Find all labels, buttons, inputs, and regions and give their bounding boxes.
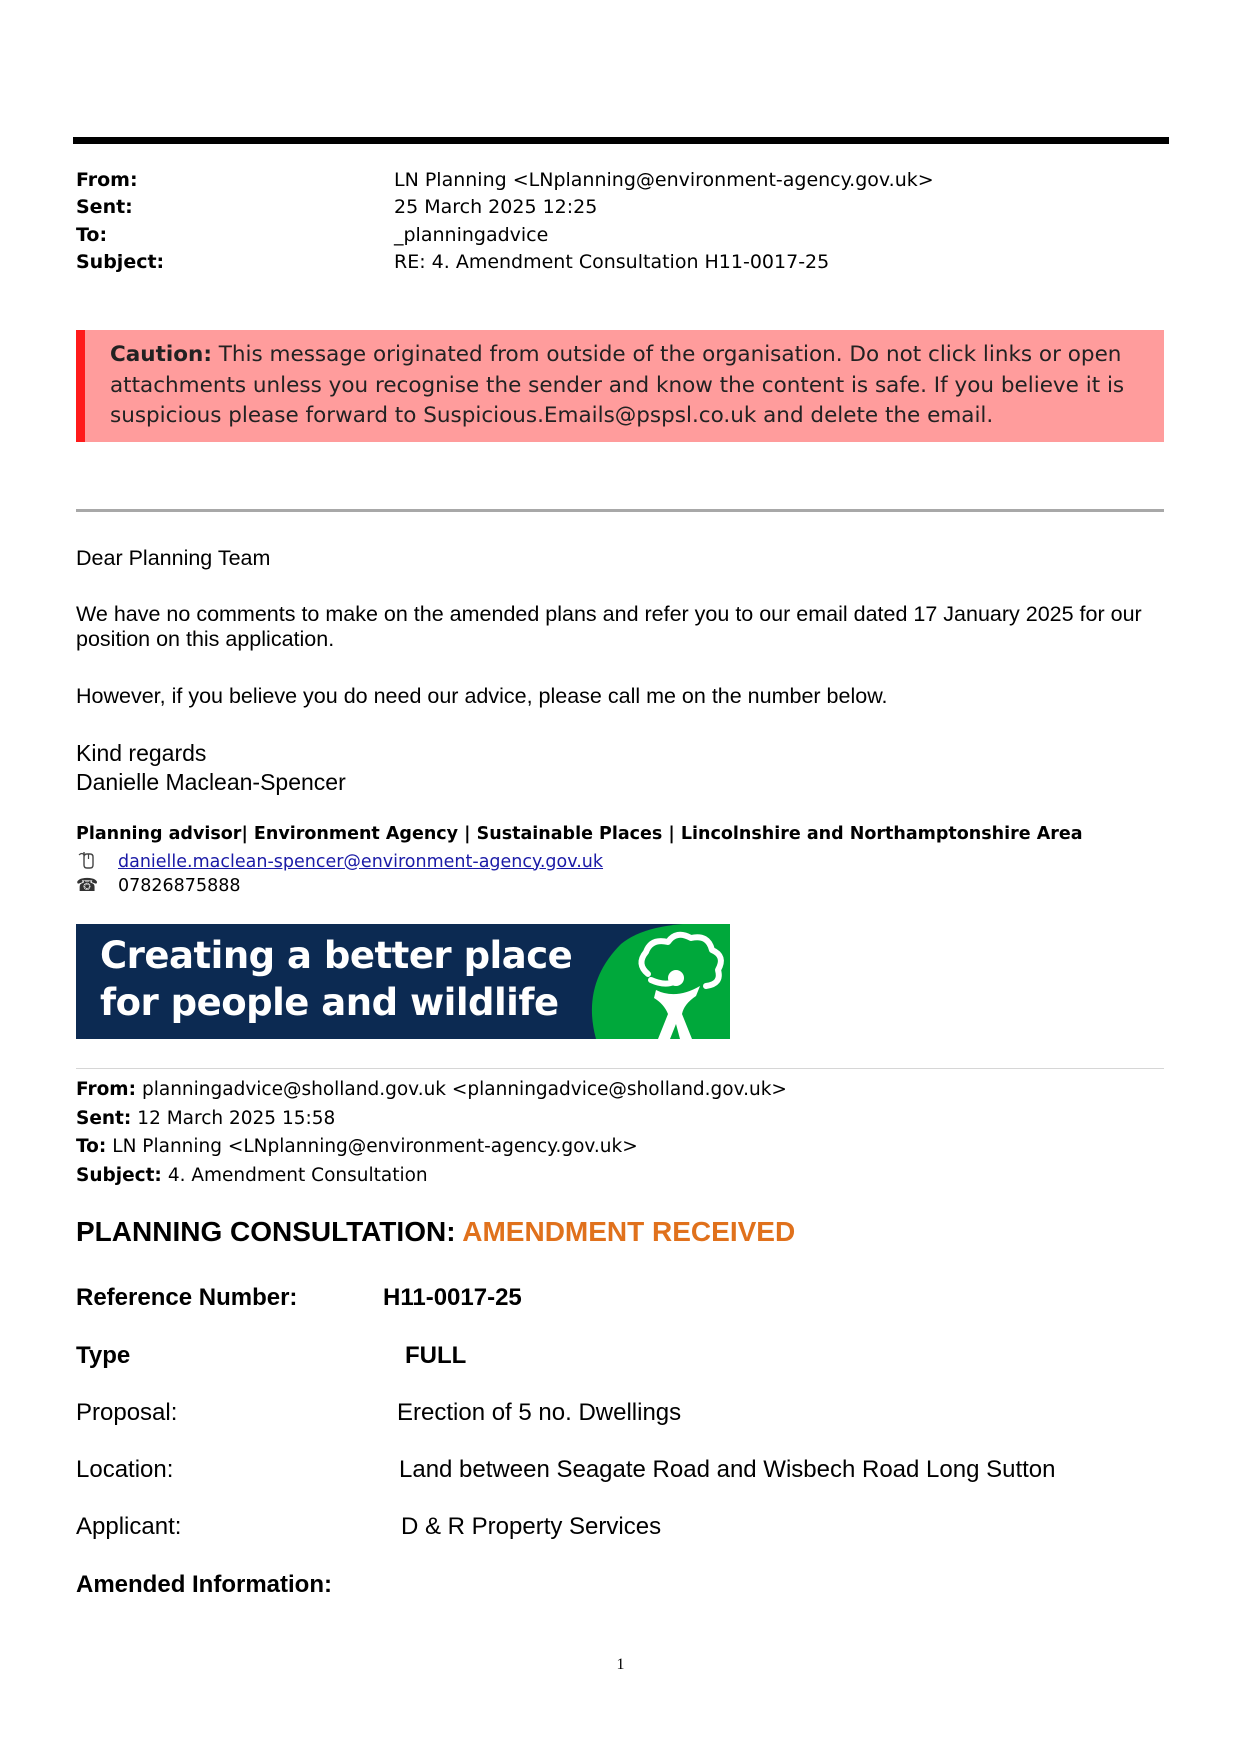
fwd-subject-value: 4. Amendment Consultation (167, 1164, 428, 1186)
environment-agency-banner (76, 924, 730, 1039)
fwd-sent-label: Sent: (76, 1107, 132, 1129)
fwd-sent-value: 12 March 2025 15:58 (137, 1107, 336, 1129)
location-label: Location: (76, 1456, 174, 1483)
location-value: Land between Seagate Road and Wisbech Road Long Sutton (399, 1456, 1056, 1483)
proposal-value: Erection of 5 no. Dwellings (397, 1399, 682, 1426)
tree-person-logo-icon (76, 924, 730, 1039)
consultation-title-main: PLANNING CONSULTATION: (76, 1216, 463, 1247)
header-to-row (76, 221, 1166, 249)
sender-name: Danielle Maclean-Spencer (76, 769, 346, 795)
telephone-icon: ☎ (76, 875, 99, 896)
caution-banner (76, 330, 1164, 442)
banner-line-1: Creating a better place (100, 934, 573, 977)
fwd-to-label: To: (76, 1136, 107, 1158)
fwd-from-row (76, 1075, 787, 1104)
proposal-label: Proposal: (76, 1399, 178, 1426)
from-label: From: (76, 168, 138, 191)
applicant-label: Applicant: (76, 1513, 182, 1540)
consultation-title-accent: AMENDMENT RECEIVED (462, 1216, 796, 1247)
caution-label: Caution: (110, 342, 212, 367)
header-top-rule (73, 137, 1169, 144)
closing-regards: Kind regards (76, 740, 207, 766)
type-value: FULL (405, 1342, 467, 1369)
paragraph-1: We have no comments to make on the amended plans and refer you to our email dated 17 January 2025 for our position on this application. (76, 602, 1142, 651)
to-value: _planningadvice (394, 223, 549, 246)
header-from-row (76, 166, 1166, 194)
reference-value: H11-0017-25 (383, 1284, 522, 1311)
signature-phone: 07826875888 (118, 875, 241, 896)
paragraph-2: However, if you believe you do need our advice, please call me on the number below. (76, 684, 888, 708)
from-value: LN Planning <LNplanning@environment-agency.gov.uk> (394, 168, 934, 191)
subject-label: Subject: (76, 251, 165, 274)
header-sent-row (76, 194, 1166, 222)
fwd-to-row (76, 1132, 787, 1161)
reference-label: Reference Number: (76, 1284, 298, 1311)
fwd-subject-label: Subject: (76, 1164, 162, 1186)
section-divider (76, 509, 1164, 512)
fwd-sent-row (76, 1104, 787, 1133)
mouse-icon (76, 849, 118, 874)
amended-info-label: Amended Information: (76, 1571, 332, 1598)
signature-email-row (76, 849, 603, 874)
signature-email-link[interactable]: danielle.maclean-spencer@environment-agency.gov.uk (118, 851, 604, 872)
signature-title: Planning advisor| Environment Agency | Sustainable Places | Lincolnshire and Northamptonshire Area (76, 824, 1083, 844)
consultation-title (76, 1216, 795, 1248)
applicant-value: D & R Property Services (401, 1513, 662, 1540)
fwd-from-value: planningadvice@sholland.gov.uk <planningadvice@sholland.gov.uk> (141, 1078, 787, 1100)
greeting: Dear Planning Team (76, 546, 271, 570)
type-label: Type (76, 1342, 131, 1369)
signature-phone-row (76, 875, 240, 896)
subject-value: RE: 4. Amendment Consultation H11-0017-25 (394, 251, 830, 274)
header-subject-row (76, 249, 1166, 277)
forward-divider (76, 1068, 1164, 1069)
forwarded-header (76, 1075, 787, 1190)
fwd-subject-row (76, 1161, 787, 1190)
sent-label: Sent: (76, 196, 133, 219)
fwd-from-label: From: (76, 1078, 136, 1100)
banner-line-2: for people and wildlife (100, 981, 559, 1024)
email-header (76, 166, 1166, 276)
fwd-to-value: LN Planning <LNplanning@environment-agency.gov.uk> (112, 1136, 638, 1158)
to-label: To: (76, 223, 108, 246)
page-number: 1 (616, 1656, 625, 1673)
caution-text: This message originated from outside of the organisation. Do not click links or open attachments unless you recognise the sender and know the content is safe. If you believe it is suspicious please forward to Suspicious.Emails@pspsl.co.uk and delete the email. (110, 342, 1125, 428)
sent-value: 25 March 2025 12:25 (394, 196, 598, 219)
